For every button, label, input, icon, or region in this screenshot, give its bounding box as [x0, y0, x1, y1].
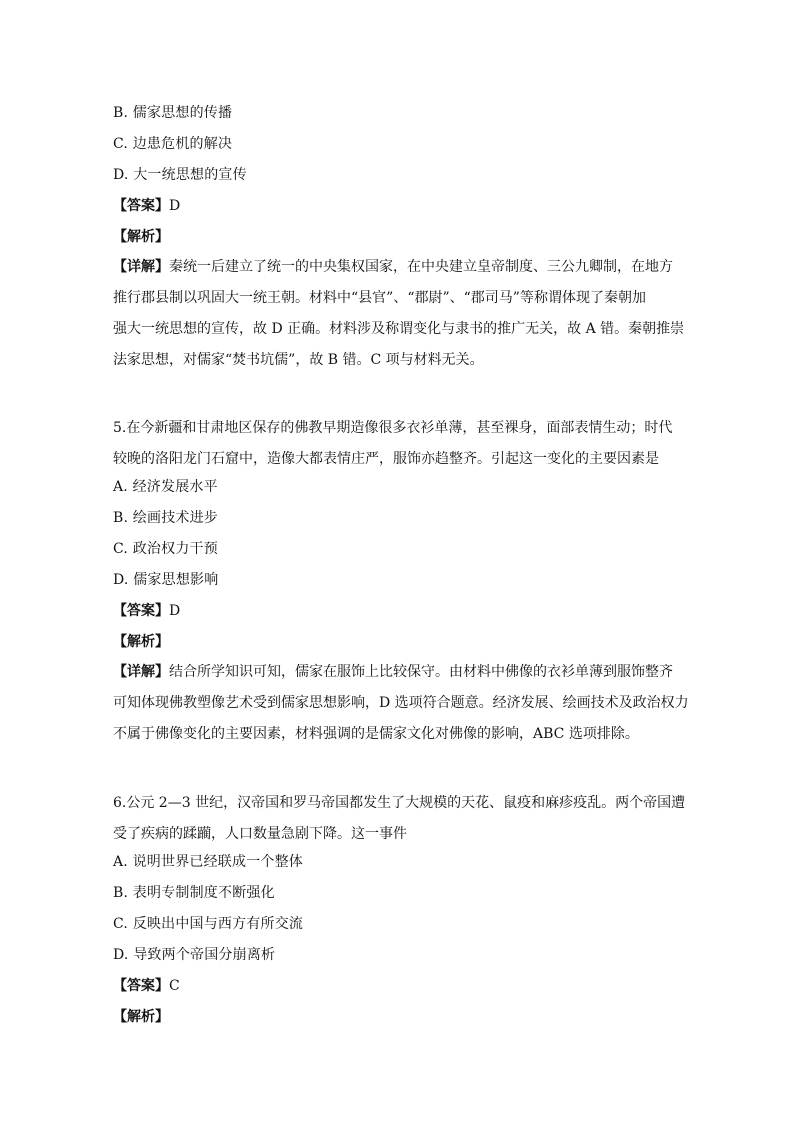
- q4-answer: [113, 196, 180, 216]
- detail-line: 秦统一后建立了统一的中央集权国家，在中央建立皇帝制度、三公九卿制，在地方: [169, 259, 673, 275]
- answer-tag: 【答案】: [113, 603, 169, 619]
- q4-option-b: B. 儒家思想的传播: [113, 105, 233, 121]
- q6-stem: [113, 788, 686, 850]
- q6-option-a: A. 说明世界已经联成一个整体: [113, 854, 304, 870]
- answer-tag: 【答案】: [113, 978, 169, 994]
- detail-line: 可知体现佛教塑像艺术受到儒家思想影响，D 选项符合题意。经济发展、绘画技术及政治权力: [113, 695, 689, 711]
- q5-option-c: C. 政治权力干预: [113, 541, 218, 557]
- detail-tag: 【详解】: [113, 664, 169, 680]
- detail-line: 强大一统思想的宣传，故 D 正确。材料涉及称谓变化与隶书的推广无关，故 A 错。秦朝推崇: [113, 321, 685, 337]
- stem-line: 较晚的洛阳龙门石窟中，造像大都表情庄严，服饰亦趋整齐。引起这一变化的主要因素是: [113, 451, 659, 467]
- q6-option-c: C. 反映出中国与西方有所交流: [113, 916, 304, 932]
- q4-analysis-tag: 【解析】: [113, 229, 169, 245]
- q4-option-d: D. 大一统思想的宣传: [113, 167, 247, 183]
- q5-detail: [113, 657, 689, 750]
- detail-line: 法家思想，对儒家“焚书坑儒”，故 B 错。C 项与材料无关。: [113, 352, 484, 368]
- answer-tag: 【答案】: [113, 198, 169, 214]
- detail-line: 不属于佛像变化的主要因素，材料强调的是儒家文化对佛像的影响，ABC 选项排除。: [113, 726, 639, 742]
- answer-value: D: [169, 198, 181, 214]
- detail-tag: 【详解】: [113, 259, 169, 275]
- q4-detail: [113, 252, 683, 376]
- q4-option-c: C. 边患危机的解决: [113, 136, 233, 152]
- q6-option-b: B. 表明专制制度不断强化: [113, 885, 275, 901]
- detail-line: 推行郡县制以巩固大一统王朝。材料中“县官”、“郡尉”、“郡司马”等称谓体现了秦朝加: [113, 290, 646, 306]
- stem-line: 6.公元 2—3 世纪，汉帝国和罗马帝国都发生了大规模的天花、鼠疫和麻疹疫乱。两个帝国遭: [113, 795, 686, 811]
- q5-stem: [113, 413, 683, 475]
- stem-line: 受了疾病的蹂躏，人口数量急剧下降。这一事件: [113, 826, 407, 842]
- answer-value: C: [169, 978, 180, 994]
- q5-option-b: B. 绘画技术进步: [113, 510, 218, 526]
- detail-line: 结合所学知识可知，儒家在服饰上比较保守。由材料中佛像的衣衫单薄到服饰整齐: [169, 664, 673, 680]
- q6-answer: [113, 976, 180, 996]
- q6-analysis-tag: 【解析】: [113, 1009, 169, 1025]
- q5-option-d: D. 儒家思想影响: [113, 572, 219, 588]
- answer-value: D: [169, 603, 181, 619]
- q5-option-a: A. 经济发展水平: [113, 479, 218, 495]
- q5-analysis-tag: 【解析】: [113, 634, 169, 650]
- stem-line: 5.在今新疆和甘肃地区保存的佛教早期造像很多衣衫单薄，甚至裸身，面部表情生动；时代: [113, 420, 673, 436]
- q5-answer: [113, 601, 180, 621]
- q6-option-d: D. 导致两个帝国分崩离析: [113, 947, 276, 963]
